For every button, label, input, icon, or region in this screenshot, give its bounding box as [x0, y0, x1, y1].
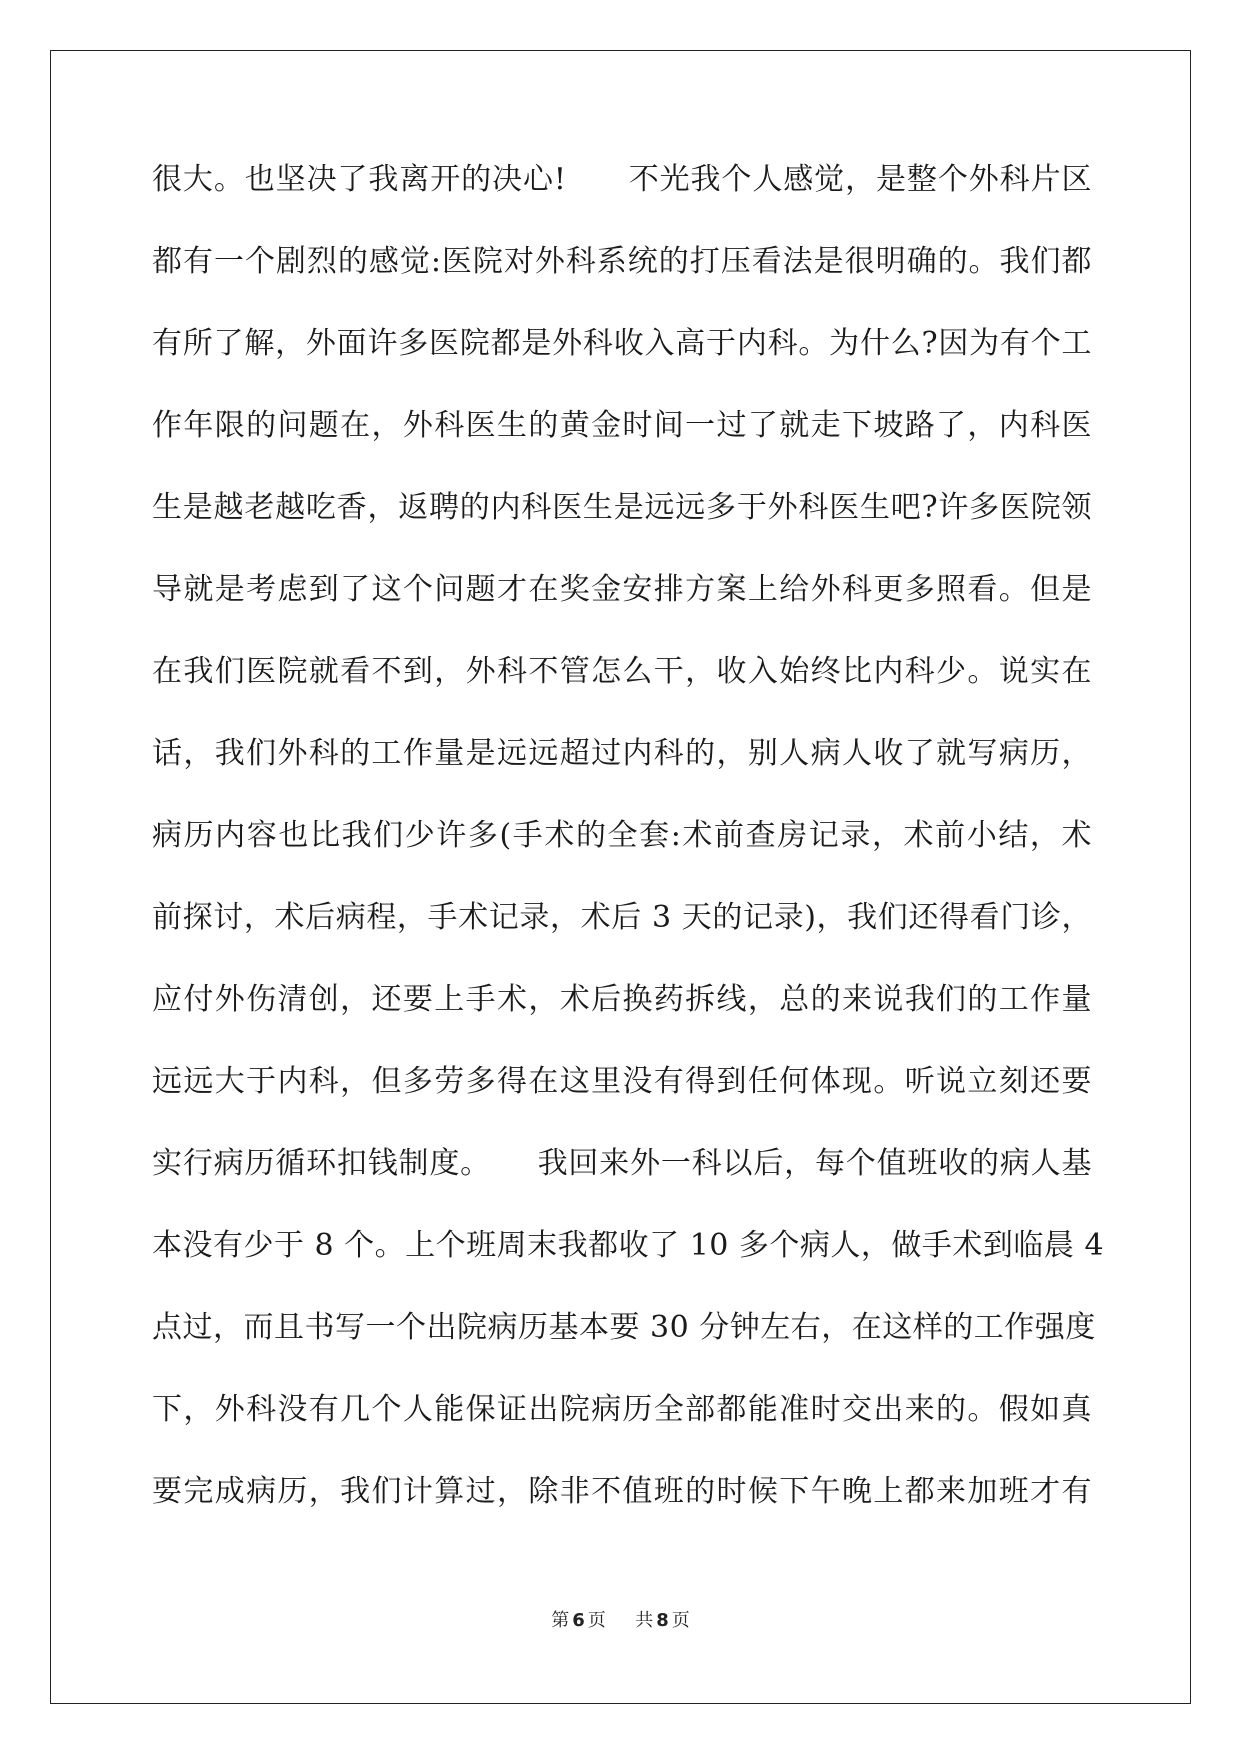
text-line: 实行病历循环扣钱制度。 我回来外一科以后，每个值班收的病人基 [152, 1146, 1092, 1181]
page-unit: 页 [587, 1610, 606, 1631]
text-line: 生是越老越吃香，返聘的内科医生是远远多于外科医生吧?许多医院领 [152, 490, 1092, 525]
total-prefix: 共 [635, 1610, 654, 1631]
text-line: 要完成病历，我们计算过，除非不值班的时候下午晚上都来加班才有 [152, 1474, 1092, 1509]
document-body [152, 158, 1105, 1552]
text-line: 很大。也坚决了我离开的决心! 不光我个人感觉，是整个外科片区 [152, 162, 1092, 197]
text-line: 本没有少于 8 个。上个班周末我都收了 10 多个病人，做手术到临晨 4 [152, 1228, 1105, 1263]
text-line: 前探讨，术后病程，手术记录，术后 3 天的记录)，我们还得看门诊， [152, 900, 1092, 935]
text-line: 作年限的问题在，外科医生的黄金时间一过了就走下坡路了，内科医 [152, 408, 1092, 443]
page-prefix: 第 [551, 1610, 570, 1631]
current-page-number: 6 [572, 1610, 585, 1631]
text-line: 在我们医院就看不到，外科不管怎么干，收入始终比内科少。说实在 [152, 654, 1092, 689]
text-line: 都有一个剧烈的感觉:医院对外科系统的打压看法是很明确的。我们都 [152, 244, 1092, 279]
text-line: 点过，而且书写一个出院病历基本要 30 分钟左右，在这样的工作强度 [152, 1310, 1096, 1345]
text-line: 有所了解，外面许多医院都是外科收入高于内科。为什么?因为有个工 [152, 326, 1092, 361]
text-line: 导就是考虑到了这个问题才在奖金安排方案上给外科更多照看。但是 [152, 572, 1092, 607]
total-page-number: 8 [656, 1610, 669, 1631]
page-footer [0, 1606, 1241, 1632]
text-line: 远远大于内科，但多劳多得在这里没有得到任何体现。听说立刻还要 [152, 1064, 1092, 1099]
text-line: 话，我们外科的工作量是远远超过内科的，别人病人收了就写病历， [152, 736, 1092, 771]
text-line: 病历内容也比我们少许多(手术的全套:术前查房记录，术前小结，术 [152, 818, 1092, 853]
total-unit: 页 [671, 1610, 690, 1631]
text-line: 应付外伤清创，还要上手术，术后换药拆线，总的来说我们的工作量 [152, 982, 1092, 1017]
text-line: 下，外科没有几个人能保证出院病历全部都能准时交出来的。假如真 [152, 1392, 1092, 1427]
